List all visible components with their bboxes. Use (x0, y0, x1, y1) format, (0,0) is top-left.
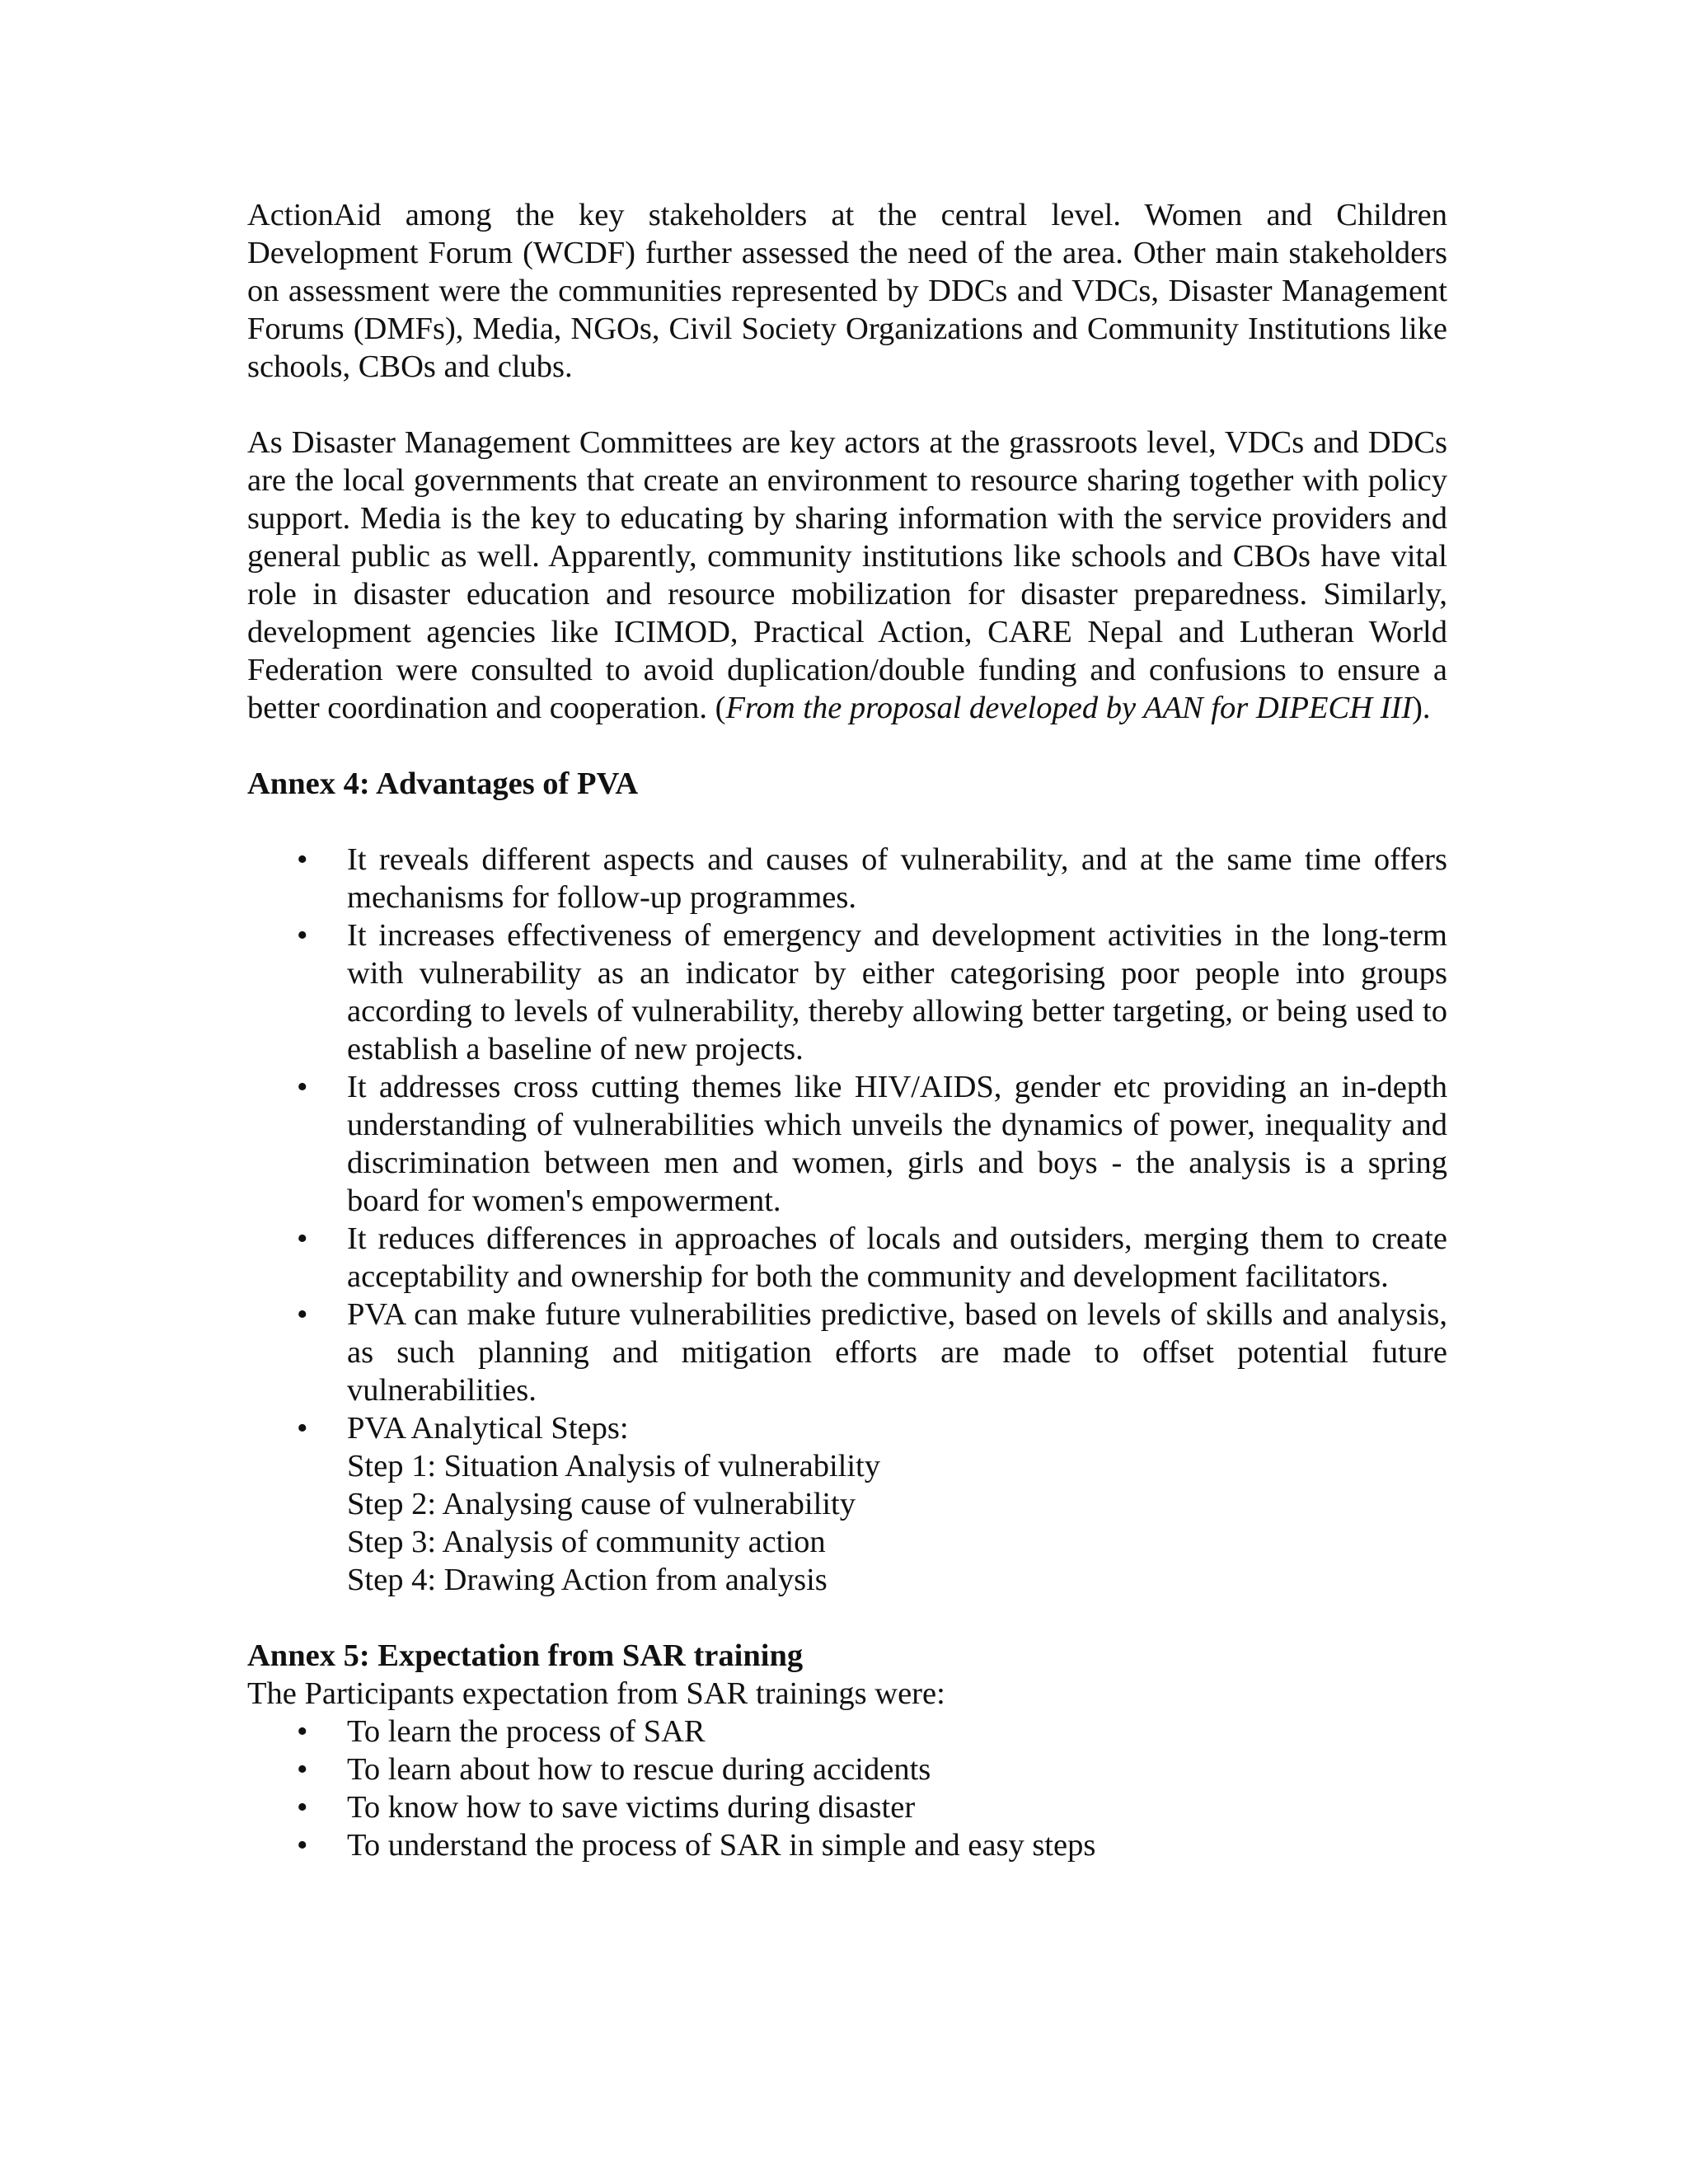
list-item (247, 1750, 1447, 1788)
list-item-text: PVA can make future vulnerabilities predictive, based on levels of skills and analysis, as such planning and mitigation efforts are made to offset potential future vulnerabilities. (347, 1297, 1447, 1408)
paragraph-dmc-roles-text: As Disaster Management Committees are key actors at the grassroots level, VDCs and DDCs are the local governments that create an environment to resource sharing together with policy support. Media is the key to educating by sharing information with the service providers and general public as well. Apparently, community institutions like schools and CBOs have vital role in disaster education and resource mobilization for disaster preparedness. Similarly, development agencies like ICIMOD, Practical Action, CARE Nepal and Lutheran World Federation were consulted to avoid duplication/double funding and confusions to ensure a better coordination and cooperation. ( (247, 425, 1447, 725)
list-item (247, 1296, 1447, 1409)
paragraph-dmc-roles (247, 424, 1447, 727)
list-item (247, 841, 1447, 916)
list-item-text: It increases effectiveness of emergency and development activities in the long-term with vulnerability as an indicator by either categorising poor people into groups according to levels of vulnerability, thereby allowing better targeting, or being used to establish a baseline of new projects. (347, 918, 1447, 1066)
pva-step-4: Step 4: Drawing Action from analysis (347, 1563, 828, 1597)
bullet-icon: • (297, 1070, 308, 1104)
pva-step-1: Step 1: Situation Analysis of vulnerability (347, 1449, 880, 1483)
pva-step-2: Step 2: Analysing cause of vulnerability (347, 1487, 856, 1521)
bullet-icon: • (297, 1828, 308, 1863)
bullet-icon: • (297, 1297, 308, 1332)
list-item (247, 1788, 1447, 1826)
list-item (247, 1068, 1447, 1220)
list-item-text: To understand the process of SAR in simple and easy steps (347, 1828, 1096, 1863)
bullet-icon: • (297, 1221, 308, 1256)
list-item (247, 1826, 1447, 1864)
annex4-heading: Annex 4: Advantages of PVA (247, 766, 639, 801)
annex5-heading: Annex 5: Expectation from SAR training (247, 1638, 804, 1673)
list-item-text: It addresses cross cutting themes like HIV/AIDS, gender etc providing an in-depth understanding of vulnerabilities which unveils the dynamics of power, inequality and discrimination between men and women, girls and boys - the analysis is a spring board for women's empowerment. (347, 1070, 1447, 1218)
bullet-icon: • (297, 1790, 308, 1825)
paragraph-source-citation: From the proposal developed by AAN for DIPECH III (725, 691, 1413, 725)
bullet-icon: • (297, 1411, 308, 1446)
list-item-text: It reveals different aspects and causes of vulnerability, and at the same time offers mechanisms for follow-up programmes. (347, 842, 1447, 915)
list-item-text: PVA Analytical Steps: (347, 1411, 629, 1446)
paragraph-stakeholders: ActionAid among the key stakeholders at the central level. Women and Children Development Forum (WCDF) further assessed the need of the area. Other main stakeholders on assessment were the communities represented by DDCs and VDCs, Disaster Management Forums (DMFs), Media, NGOs, Civil Society Organizations and Community Institutions like schools, CBOs and clubs. (247, 198, 1447, 384)
bullet-icon: • (297, 842, 308, 877)
annex4-advantages-list (247, 841, 1447, 1599)
list-item (247, 1713, 1447, 1750)
bullet-icon: • (297, 1752, 308, 1787)
list-item-text: To learn the process of SAR (347, 1714, 706, 1749)
annex5-expectations-list (247, 1713, 1447, 1864)
list-item (247, 1220, 1447, 1296)
annex5-intro: The Participants expectation from SAR trainings were: (247, 1676, 945, 1711)
list-item-pva-steps (247, 1409, 1447, 1599)
bullet-icon: • (297, 918, 308, 953)
document-page (247, 196, 1447, 1864)
list-item (247, 916, 1447, 1068)
list-item-text: To learn about how to rescue during accidents (347, 1752, 931, 1787)
bullet-icon: • (297, 1714, 308, 1749)
list-item-text: It reduces differences in approaches of locals and outsiders, merging them to create acceptability and ownership for both the community and development facilitators. (347, 1221, 1447, 1294)
paragraph-citation-close: ). (1412, 691, 1431, 725)
list-item-text: To know how to save victims during disaster (347, 1790, 916, 1825)
pva-step-3: Step 3: Analysis of community action (347, 1525, 826, 1559)
